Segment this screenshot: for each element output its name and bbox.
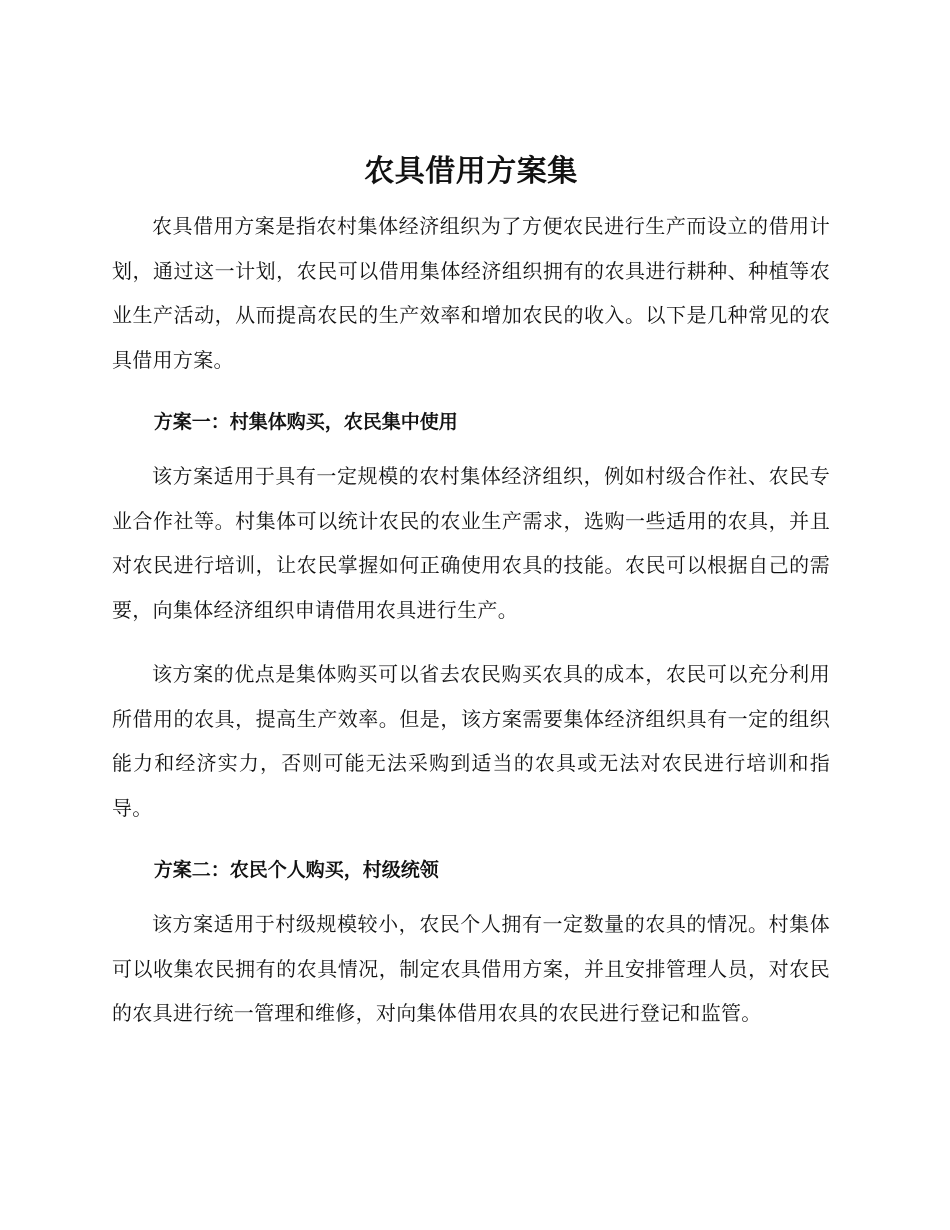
plan2-heading: 方案二：农民个人购买，村级统领: [153, 859, 439, 881]
document-page: [112, 150, 830, 1036]
plan1-heading: 方案一：村集体购买，农民集中使用: [153, 411, 458, 433]
document-title: 农具借用方案集: [364, 154, 578, 189]
plan2-paragraph-1: 该方案适用于村级规模较小，农民个人拥有一定数量的农具的情况。村集体可以收集农民拥有的农具情况，制定农具借用方案，并且安排管理人员，对农民的农具进行统一管理和维修，对向集体借用农具的农民进行登记和监管。: [112, 912, 830, 1025]
plan1-paragraph-1: 该方案适用于具有一定规模的农村集体经济组织，例如村级合作社、农民专业合作社等。村集体可以统计农民的农业生产需求，选购一些适用的农具，并且对农民进行培训，让农民掌握如何正确使用农具的技能。农民可以根据自己的需要，向集体经济组织申请借用农具进行生产。: [112, 464, 830, 622]
plan1-paragraph-2: 该方案的优点是集体购买可以省去农民购买农具的成本，农民可以充分利用所借用的农具，提高生产效率。但是，该方案需要集体经济组织具有一定的组织能力和经济实力，否则可能无法采购到适当的农具或无法对农民进行培训和指导。: [112, 662, 830, 820]
intro-paragraph: 农具借用方案是指农村集体经济组织为了方便农民进行生产而设立的借用计划，通过这一计划，农民可以借用集体经济组织拥有的农具进行耕种、种植等农业生产活动，从而提高农民的生产效率和增加农民的收入。以下是几种常见的农具借用方案。: [112, 214, 830, 372]
